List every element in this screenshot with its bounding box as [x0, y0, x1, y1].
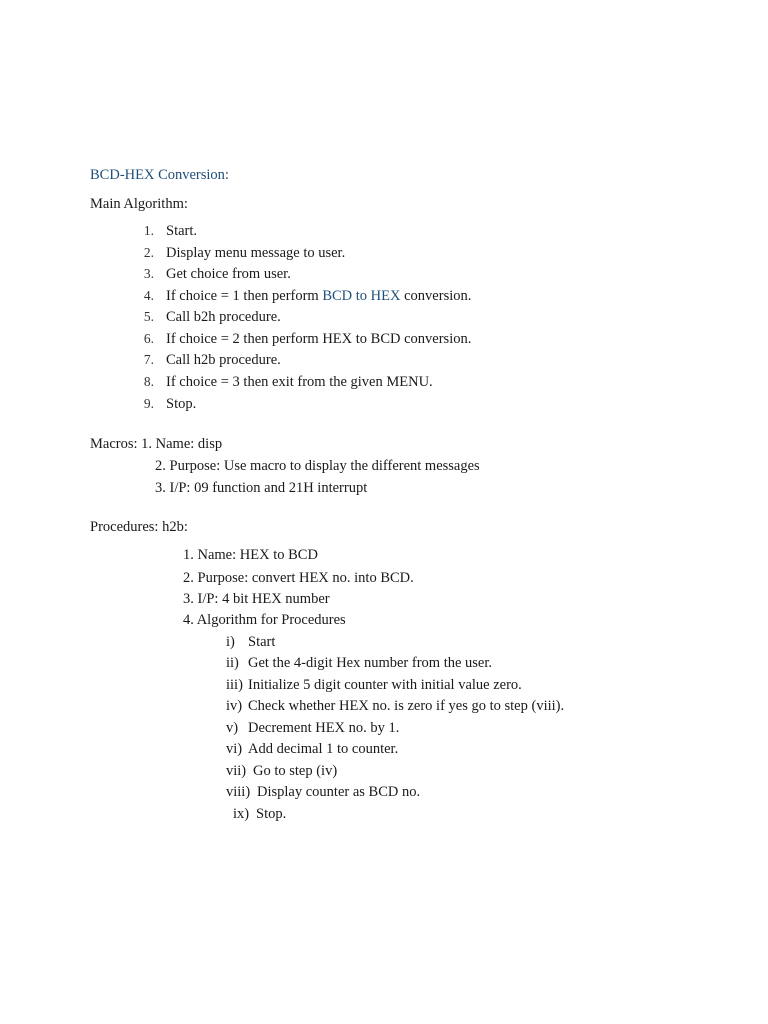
- step-text-part: If choice = 1 then perform: [166, 288, 323, 304]
- substep-text: Check whether HEX no. is zero if yes go to step (viii).: [248, 698, 565, 714]
- substep-label: ii): [226, 655, 239, 671]
- procedures-heading: Procedures: h2b:: [90, 519, 188, 535]
- step-number: 3.: [143, 266, 154, 281]
- step-number: 5.: [143, 309, 154, 324]
- substep-text: Decrement HEX no. by 1.: [248, 720, 400, 736]
- macros-line: Macros: 1. Name: disp: [90, 436, 223, 452]
- substep-label: v): [226, 720, 239, 736]
- step-text: Display menu message to user.: [166, 245, 346, 261]
- document-title: BCD-HEX Conversion:: [90, 167, 229, 183]
- substep-text: Add decimal 1 to counter.: [248, 741, 399, 757]
- procedure-item: 4. Algorithm for Procedures: [183, 612, 346, 628]
- step-text-part: conversion.: [400, 288, 472, 304]
- substep-label: iii): [226, 677, 243, 693]
- step-text: Call b2h procedure.: [166, 309, 281, 325]
- procedure-item: 1. Name: HEX to BCD: [183, 547, 318, 563]
- step-number: 4.: [143, 288, 154, 303]
- step-number: 1.: [143, 223, 154, 238]
- step-number: 9.: [143, 396, 154, 411]
- step-number: 6.: [143, 331, 154, 346]
- macros-line: 2. Purpose: Use macro to display the different messages: [155, 458, 480, 474]
- step-text: Stop.: [166, 396, 197, 412]
- substep-text: Display counter as BCD no.: [257, 784, 421, 800]
- step-number: 8.: [143, 374, 154, 389]
- step-number: 7.: [143, 352, 154, 367]
- highlighted-term: BCD to HEX: [322, 288, 401, 304]
- substep-label: iv): [226, 698, 243, 714]
- substep-text: Initialize 5 digit counter with initial value zero.: [248, 677, 522, 693]
- step-number: 2.: [143, 245, 154, 260]
- substep-label: i): [226, 634, 235, 650]
- substep-text: Go to step (iv): [253, 763, 338, 779]
- step-text: [166, 287, 471, 305]
- substep-text: Get the 4-digit Hex number from the user.: [248, 655, 493, 671]
- step-text: If choice = 2 then perform HEX to BCD conversion.: [166, 331, 472, 347]
- substep-text: Start: [248, 634, 276, 650]
- main-algorithm-heading: Main Algorithm:: [90, 196, 188, 212]
- step-text: Start.: [166, 223, 198, 239]
- substep-label: ix): [233, 806, 250, 822]
- step-text: Get choice from user.: [166, 266, 291, 282]
- macros-line: 3. I/P: 09 function and 21H interrupt: [155, 480, 368, 496]
- procedure-item: 2. Purpose: convert HEX no. into BCD.: [183, 570, 414, 586]
- procedure-item: 3. I/P: 4 bit HEX number: [183, 591, 330, 607]
- substep-text: Stop.: [256, 806, 287, 822]
- substep-label: vii): [226, 763, 247, 779]
- substep-label: viii): [226, 784, 251, 800]
- step-text: Call h2b procedure.: [166, 352, 281, 368]
- step-text: If choice = 3 then exit from the given MENU.: [166, 374, 433, 390]
- substep-label: vi): [226, 741, 243, 757]
